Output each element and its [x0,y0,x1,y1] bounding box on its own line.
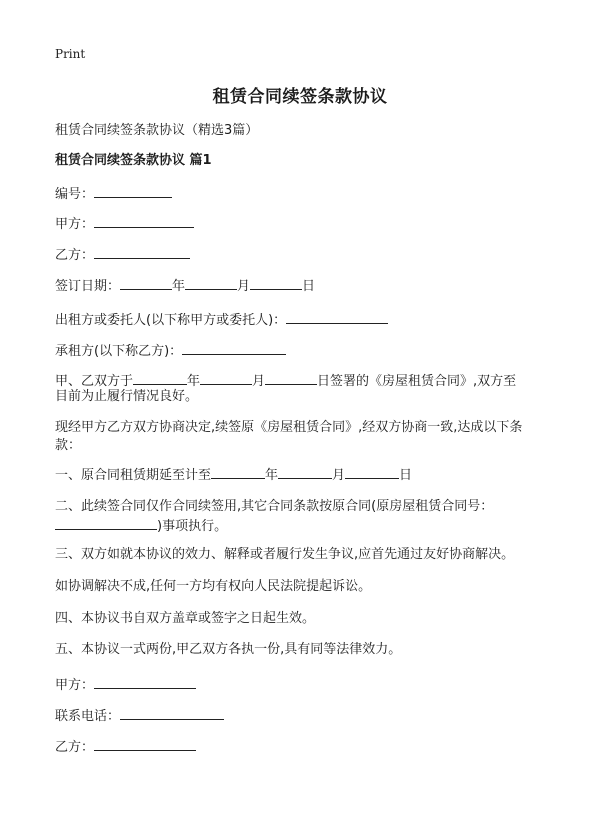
signature-party-a-label: 甲方： [55,678,95,693]
clause-3-continued: 如协调解决不成,任何一方均有权向人民法院提起诉讼。 [55,579,372,594]
paragraph-2-line-2: 款： [55,438,82,453]
clause-4: 四、本协议书自双方盖章或签字之日起生效。 [55,611,316,626]
p1-month-label: 月 [252,374,266,389]
clause-1-year-label: 年 [265,468,279,483]
number-field-row [55,184,172,204]
section-heading: 租赁合同续签条款协议 篇1 [55,153,212,168]
clause-1-day-blank [345,465,399,479]
clause-5: 五、本协议一式两份,甲乙双方各执一份,具有同等法律效力。 [55,642,402,657]
signature-party-a-row [55,675,196,695]
signature-party-b-label: 乙方： [55,740,95,755]
signature-party-b-row [55,737,196,757]
party-b-blank [94,245,190,259]
lessor-blank [286,310,388,324]
clause-1-month-blank [278,465,332,479]
document-subtitle: 租赁合同续签条款协议（精选3篇） [55,123,259,138]
paragraph-2-line-1: 现经甲方乙方双方协商决定,续签原《房屋租赁合同》,经双方协商一致,达成以下条 [55,420,523,435]
p1-year-blank [133,371,187,385]
lessee-row [55,341,286,361]
signature-phone-row [55,706,224,726]
clause-3: 三、双方如就本协议的效力、解释或者履行发生争议,应首先通过友好协商解决。 [55,547,515,562]
p1-text-b: 日签署的《房屋租赁合同》,双方至 [317,374,517,389]
signature-party-a-blank [94,675,196,689]
document-title: 租赁合同续签条款协议 [212,87,388,107]
number-blank [94,184,172,198]
p1-month-blank [200,371,252,385]
month-blank [185,276,237,290]
p1-day-blank [265,371,317,385]
clause-1-year-blank [211,465,265,479]
month-label: 月 [237,279,251,294]
clause-2-tail: )事项执行。 [157,519,228,534]
party-b-field-row [55,245,190,265]
day-label: 日 [302,279,316,294]
contract-number-blank [55,516,157,530]
year-label: 年 [172,279,186,294]
clause-1-day-label: 日 [399,468,413,483]
signature-party-b-blank [94,737,196,751]
sign-date-label: 签订日期： [55,279,121,294]
lessor-label: 出租方或委托人(以下称甲方或委托人)： [55,313,287,328]
day-blank [250,276,302,290]
p1-year-label: 年 [187,374,201,389]
clause-1-month-label: 月 [332,468,346,483]
lessee-blank [182,341,286,355]
signature-phone-blank [120,706,224,720]
clause-1-text: 一、原合同租赁期延至计至 [55,468,212,483]
party-a-blank [94,214,194,228]
party-a-label: 甲方： [55,217,95,232]
year-blank [120,276,172,290]
number-label: 编号： [55,187,95,202]
p1-text-a: 甲、乙双方于 [55,374,134,389]
sign-date-row [55,276,315,296]
clause-1 [55,465,412,485]
lessee-label: 承租方(以下称乙方)： [55,344,183,359]
print-link[interactable]: Print [55,47,86,61]
party-a-field-row [55,214,194,234]
clause-2-line-1: 二、此续签合同仅作合同续签用,其它合同条款按原合同(原房屋租赁合同号： [55,499,494,514]
clause-2-line-2 [55,516,227,536]
lessor-row [55,310,388,330]
party-b-label: 乙方： [55,248,95,263]
signature-phone-label: 联系电话： [55,709,121,724]
paragraph-1-line-2: 目前为止履行情况良好。 [55,389,199,404]
